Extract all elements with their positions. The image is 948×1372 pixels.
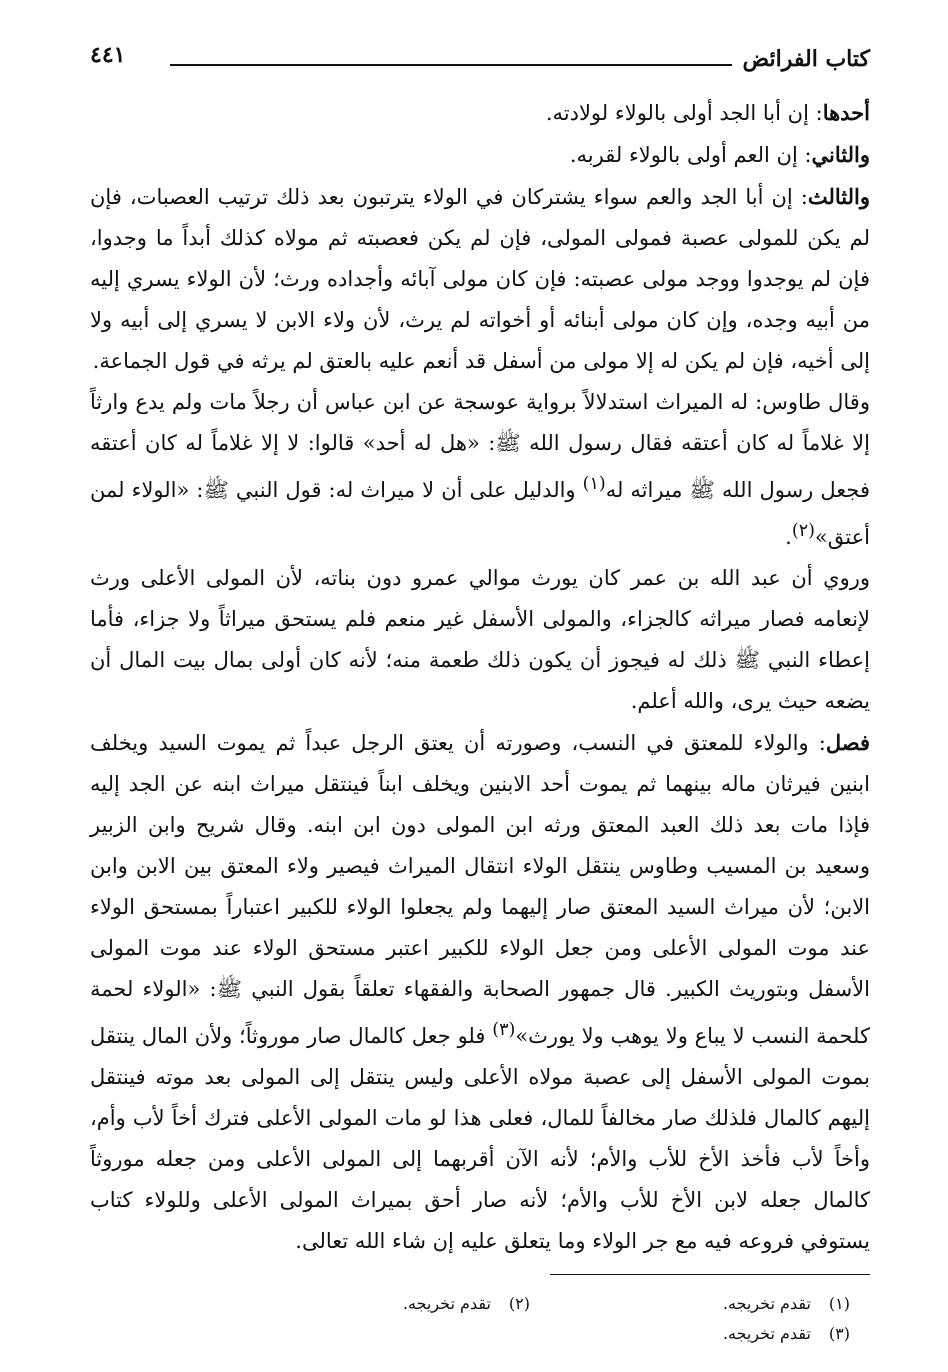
footnote-ref-1[interactable]: (١) [582,474,606,494]
paragraph-1-lead: أحدها [822,100,870,125]
paragraph-4-text-2: والدليل على أن لا ميراث له: قول النبي ﷺ: «الولاء لمن أعتق» [90,478,870,549]
footnote-3-number: (٣) [828,1324,850,1343]
footnote-separator [550,1274,870,1275]
paragraph-3-lead: والثالث [807,184,870,209]
paragraph-3-text: : إن أبا الجد والعم سواء يشتركان في الولاء يترتبون بعد ذلك ترتيب العصبات، فإن لم يكن للمولى عصبة فمولى المولى، فإن لم يكن فعصبته ثم مولاه كذلك أبداً ما وجدوا، فإن لم يوجدوا ووجد مولى عصبته: فإن كان مولى آبائه وأجداده ورث؛ لأن الولاء يسري إليه من أبيه وجده، وإن كان مولى أبنائه أو أخواته لم يرث، لأن ولاء الابن لا يسري إلى أبيه ولا إلى أخيه، فإن لم يكن له إلا مولى من أسفل قد أنعم عليه بالعتق لم يرثه في قول الجماعة. [90,185,870,373]
page-number: ٤٤١ [90,42,126,68]
footnote-ref-2[interactable]: (٢) [791,521,815,541]
chapter-title: كتاب الفرائض [742,46,870,72]
header-rule [170,64,732,66]
footnote-ref-3[interactable]: (٣) [492,1020,516,1040]
book-page [90,40,870,1353]
running-header [90,40,870,84]
footnote-1 [723,1289,850,1319]
footnote-2-number: (٢) [508,1294,530,1313]
paragraph-6 [90,722,870,1262]
paragraph-5 [90,558,870,722]
paragraph-2-lead: والثاني [811,142,870,167]
paragraph-2-text: : إن العم أولى بالولاء لقربه. [569,143,812,167]
main-text [90,92,870,1262]
footnote-1-text: تقدم تخريجه. [722,1294,811,1313]
footnote-2-text: تقدم تخريجه. [402,1294,491,1313]
footnote-3 [723,1319,850,1349]
paragraph-6-text: : والولاء للمعتق في النسب، وصورته أن يعتق الرجل عبداً ثم يموت السيد ويخلف ابنين فيرثان ماله بينهما ثم يموت أحد الابنين ويخلف ابناً فينتقل ميراث ابنه عن الجد إليه فإذا مات بعد ذلك العبد المعتق ورثه ابن المولى دون ابن ابنه. وقال شريح وابن الزبير وسعيد بن المسيب وطاوس ينتقل الولاء انتقال الميراث فيصير ولاء المعتق بين الابن وابن الابن؛ لأن ميراث السيد المعتق صار إليهما ولم يجعلوا الولاء للكبير اعتباراً بمستحق الولاء عند موت المولى الأعلى ومن جعل الولاء للكبير اعتبر مستحق الولاء عند موت المولى الأسفل وبتوريث الكبير. قال جمهور الصحابة والفقهاء تعلقاً بقول النبي ﷺ: «الولاء لحمة كلحمة النسب لا يباع ولا يوهب ولا يورث» [90,731,871,1048]
footnote-2 [403,1289,530,1319]
footnote-3-text: تقدم تخريجه. [722,1324,811,1343]
paragraph-1 [90,92,870,134]
paragraph-4 [90,382,870,558]
footnote-1-number: (١) [828,1294,850,1313]
paragraph-4-end: . [785,525,792,549]
paragraph-1-text: : إن أبا الجد أولى بالولاء لولادته. [545,101,823,125]
paragraph-6-text-2: فلو جعل كالمال صار موروثاً؛ ولأن المال ينتقل بموت المولى الأسفل إلى عصبة مولاه الأعلى وليس ينتقل إلى المولى بعد موته فينتقل إليهم كالمال فلذلك صار مخالفاً للمال، فعلى هذا لو مات المولى الأعلى فترك أخاً لأب وأم، وأخاً لأب فأخذ الأخ للأب والأم؛ لأنه الآن أقربهما إلى المولى الأعلى ومن جعله موروثاً كالمال جعله لابن الأخ للأب والأم؛ لأنه صار أحق بميراث المولى الأعلى وللولاء كتاب يستوفي فروعه فيه مع جر الولاء وما يتعلق عليه إن شاء الله تعالى. [90,1024,870,1253]
paragraph-6-lead: فصل [825,730,870,755]
paragraph-3 [90,176,870,382]
paragraph-2 [90,134,870,176]
paragraph-4-text: وقال طاوس: له الميراث استدلالاً برواية عوسجة عن ابن عباس أن رجلاً مات ولم يدع وارثاً إلا غلاماً له كان أعتقه فقال رسول الله ﷺ: «هل له أحد» قالوا: لا إلا غلاماً له كان أعتقه فجعل رسول الله ﷺ ميراثه له [90,390,870,502]
footnotes [90,1289,870,1353]
paragraph-5-text: وروي أن عبد الله بن عمر كان يورث موالي عمرو دون بناته، لأن المولى الأعلى ورث لإنعامه فصار ميراثه كالجزاء، والمولى الأسفل غير منعم فلم يستحق ميراثاً ولا جزاء، فأما إعطاء النبي ﷺ ذلك له فيجوز أن يكون ذلك طعمة منه؛ لأنه كان أولى بمال بيت المال أن يضعه حيث يرى، والله أعلم. [90,566,870,713]
